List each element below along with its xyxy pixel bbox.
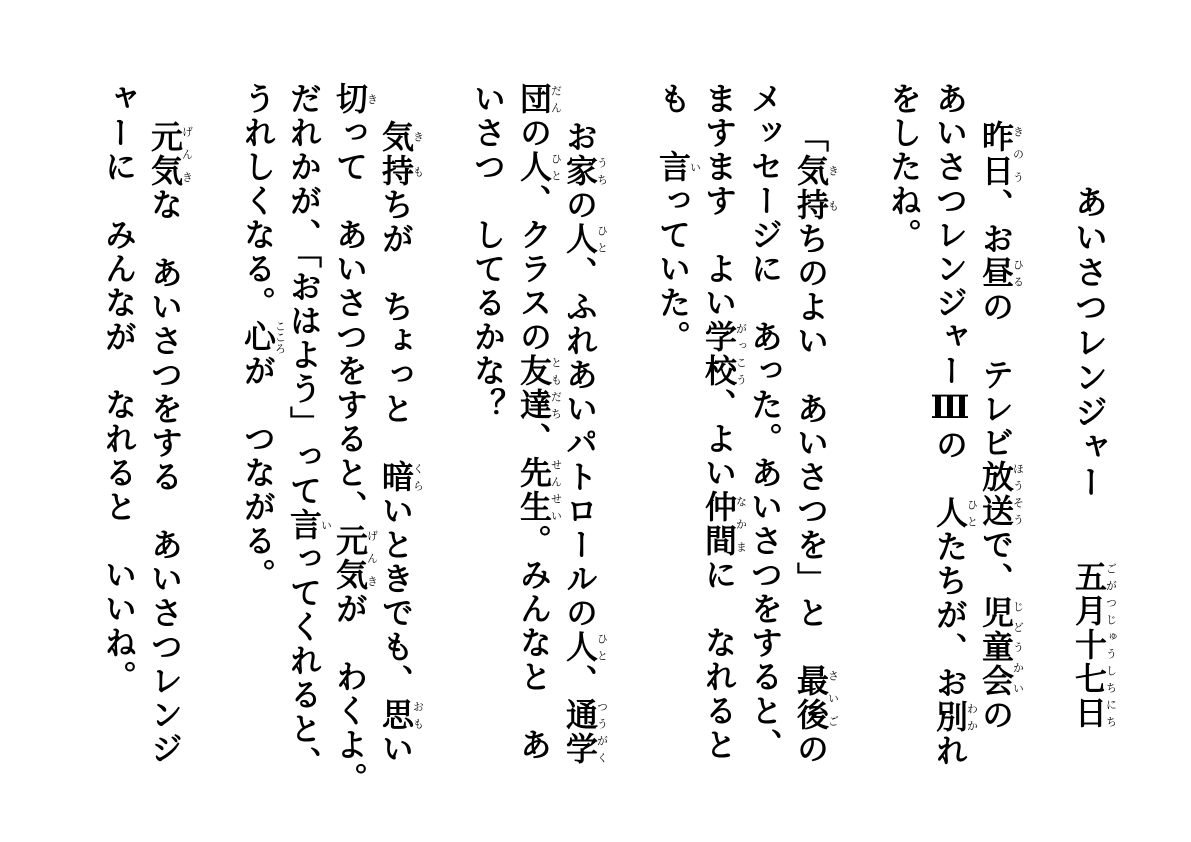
text-line: だれかが、「おはよう」って言いってくれると、	[285, 82, 333, 780]
furigana: ともだち	[549, 354, 563, 422]
ruby-word: 人ひと	[931, 496, 979, 530]
furigana: きも	[826, 154, 840, 222]
furigana: ひと	[549, 150, 563, 184]
furigana: わか	[965, 700, 979, 734]
ruby-word: 家うち	[561, 154, 609, 188]
furigana: がっこう	[734, 320, 748, 388]
text-line: うれしくなる。心こころが つながる。	[239, 82, 287, 592]
ruby-word: 言い	[654, 150, 702, 184]
furigana: じどうかい	[1011, 596, 1025, 698]
ruby-word: 昼ひる	[977, 256, 1025, 290]
furigana: うち	[595, 154, 609, 188]
furigana: きのう	[1011, 120, 1025, 188]
text-line: メッセージに あった。あいさつをすると、	[746, 82, 784, 762]
ruby-word: 暗くら	[377, 460, 425, 494]
furigana: い	[319, 508, 333, 542]
ruby-word: 団だん	[515, 82, 563, 116]
ruby-word: 通学つうがく	[561, 698, 609, 766]
ruby-word: 心こころ	[239, 320, 287, 354]
text-line: お家うちの人ひと、ふれあいパトロールの人ひと、通学つうがく	[561, 120, 609, 766]
text-line: 団だんの人ひと、クラスの友達ともだち、先生せんせい。みんなと あ	[515, 82, 563, 762]
ruby-word: 昨日きのう	[977, 120, 1025, 188]
furigana: い	[688, 150, 702, 184]
furigana: ごがつじゅうしちにち	[1104, 560, 1118, 730]
document-date	[1070, 560, 1118, 730]
ruby-word: 思おも	[377, 698, 425, 732]
ruby-word: 気持きも	[377, 120, 425, 188]
text-line: 「気持きもちのよい あいさつを」と 最後さいごの	[792, 120, 840, 766]
furigana: せんせい	[549, 456, 563, 524]
ruby-word: 人ひと	[561, 630, 609, 664]
furigana: こころ	[273, 320, 287, 354]
ruby-word: 言い	[285, 508, 333, 542]
ruby-word: 元気げんき	[146, 120, 194, 188]
furigana: なかま	[734, 490, 748, 558]
text-line: ますます よい学校がっこう、よい仲間なかまに なれると	[700, 82, 748, 762]
text-line: も 言いっていた。	[654, 82, 702, 354]
document-title: あいさつレンジャー	[1070, 185, 1109, 500]
ruby-word: 先生せんせい	[515, 456, 563, 524]
furigana: さいご	[826, 664, 840, 732]
furigana: ひと	[595, 630, 609, 664]
furigana: ひる	[1011, 256, 1025, 290]
furigana: おも	[411, 698, 425, 732]
text-line: 昨日きのう、お昼ひるの テレビ放送ほうそうで、児童会じどうかいの	[977, 120, 1025, 732]
text-line: いさつ してるかな？	[469, 82, 507, 422]
ruby-word: 人ひと	[561, 222, 609, 256]
furigana: つうがく	[595, 698, 609, 766]
ruby-word: 最後さいご	[792, 664, 840, 732]
ruby-word: 切き	[331, 82, 379, 116]
ruby-word: 元気げんき	[331, 524, 379, 592]
ruby-word: 学校がっこう	[700, 320, 748, 388]
furigana: ほうそう	[1011, 460, 1025, 528]
ruby-word: 別わか	[931, 700, 979, 734]
furigana: きも	[411, 120, 425, 188]
ruby-word: 人ひと	[515, 150, 563, 184]
text-line: ャーに みんなが なれると いいね。	[100, 82, 138, 694]
ruby-word: 気持きも	[792, 154, 840, 222]
text-line: 気持きもちが ちょっと 暗くらいときでも、思おもい	[377, 120, 425, 766]
furigana: げんき	[365, 524, 379, 592]
ruby-word: 放送ほうそう	[977, 460, 1025, 528]
ruby-word: 児童会じどうかい	[977, 596, 1025, 698]
text-line: 切きって あいさつをすると、元気げんきが わくよ。	[331, 82, 379, 796]
furigana: ひと	[965, 496, 979, 530]
text-line: をしたね。	[885, 82, 923, 252]
ruby-word: 友達ともだち	[515, 354, 563, 422]
furigana: くら	[411, 460, 425, 494]
furigana: だん	[549, 82, 563, 116]
text-line: 元気げんきな あいさつをする あいさつレンジ	[146, 120, 194, 766]
ruby-word: 仲間なかま	[700, 490, 748, 558]
text-line: あいさつレンジャーⅢの 人ひとたちが、お別わかれ	[931, 82, 979, 768]
furigana: ひと	[595, 222, 609, 256]
furigana: き	[365, 82, 379, 116]
furigana: げんき	[180, 120, 194, 188]
ruby-word: 五月十七日ごがつじゅうしちにち	[1070, 560, 1118, 730]
